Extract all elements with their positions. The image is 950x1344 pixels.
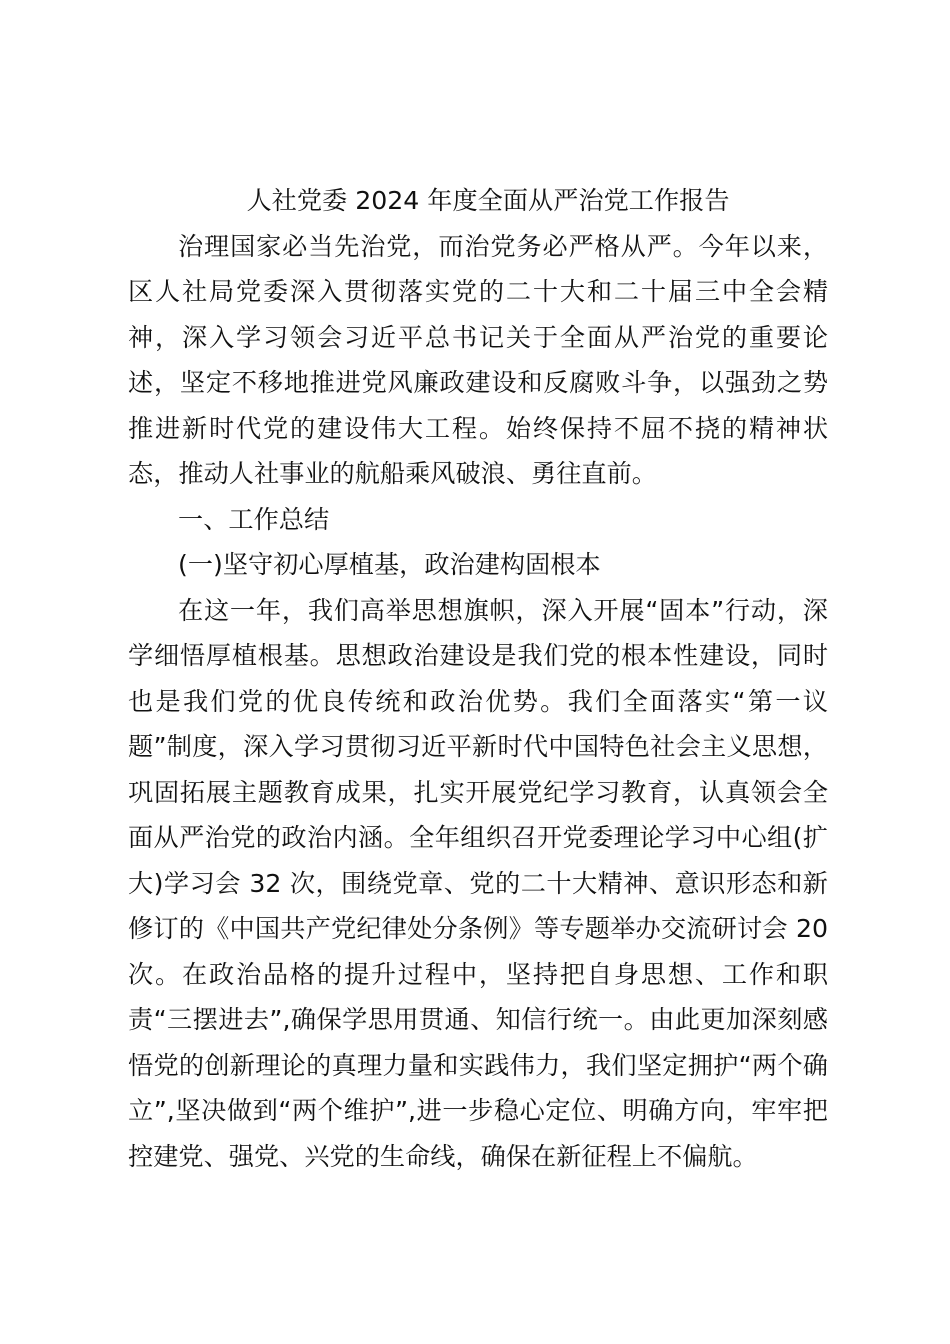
subsection-heading-political-construction: (一)坚守初心厚植基，政治建构固根本 xyxy=(178,550,601,579)
document-title: 人社党委 2024 年度全面从严治党工作报告 xyxy=(246,186,730,215)
subsection-body-paragraph: 在这一年，我们高举思想旗帜，深入开展“固本”行动，深学细悟厚植根基。思想政治建设是我们党的根本性建设，同时也是我们党的优良传统和政治优势。我们全面落实“第一议题”制度，深入学习贯彻习近平新时代中国特色社会主义思想，巩固拓展主题教育成果，扎实开展党纪学习教育，认真领会全面从严治党的政治内涵。全年组织召开党委理论学习中心组(扩大)学习会 32 次，围绕党章、党的二十大精神、意识形态和新修订的《中国共产党纪律处分条例》等专题举办交流研讨会 20次。在政治品格的提升过程中，坚持把自身思想、工作和职责“三摆进去”,确保学思用贯通、知信行统一。由此更加深刻感悟党的创新理论的真理力量和实践伟力，我们坚定拥护“两个确立”,坚决做到“两个维护”,进一步稳心定位、明确方向，牢牢把控建党、强党、兴党的生命线，确保在新征程上不偏航。 xyxy=(128,595,828,1171)
intro-paragraph: 治理国家必当先治党，而治党务必严格从严。今年以来，区人社局党委深入贯彻落实党的二十大和二十届三中全会精神，深入学习领会习近平总书记关于全面从严治党的重要论述，坚定不移地推进党风廉政建设和反腐败斗争，以强劲之势推进新时代党的建设伟大工程。始终保持不屈不挠的精神状态，推动人社事业的航船乘风破浪、勇往直前。 xyxy=(128,231,828,488)
document-page xyxy=(128,178,828,1179)
section-heading-work-summary: 一、工作总结 xyxy=(178,504,330,534)
